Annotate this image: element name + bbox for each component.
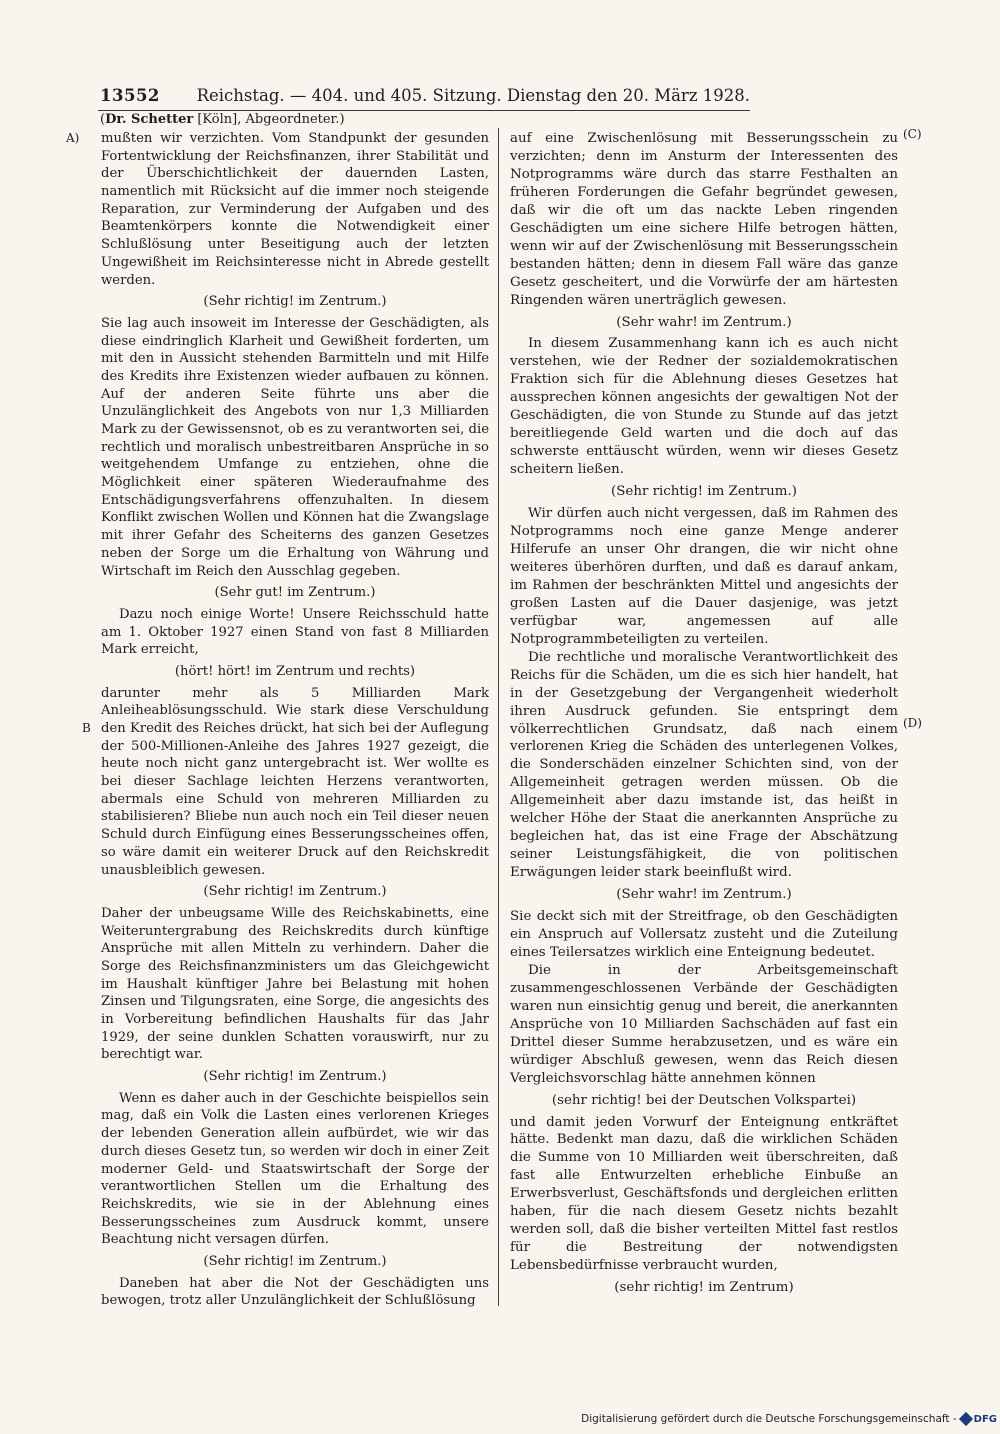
paragraph: Die rechtliche und moralische Verantwortlichkeit des Reichs für die Schäden, um die es sich hier handelt, hat in der Gesetzgebung der Vergangenheit wiederholt ihren Ausdruck gefunden. Sie entspringt dem völkerrechtlichen Grundsatz, daß nach einem verlorenen Krieg die Schäden des unterlegenen Volkes, die Sonderschäden einzelner Schichten sind, von der Allgemeinheit getragen werden müssen. Ob die Allgemeinheit aber dazu imstande ist, das heißt in welcher Höhe der Staat die anerkannten Ansprüche zu begleichen hat, das ist eine Frage der Abschätzung seiner Leistungsfähigkeit, die von politischen Erwägungen leider stark beeinflußt wird. — [510, 649, 898, 881]
interjection: (Sehr wahr! im Zentrum.) — [616, 314, 792, 330]
header-title: Reichstag. — 404. und 405. Sitzung. Dienstag den 20. März 1928. — [196, 86, 750, 105]
speaker-name: Dr. Schetter — [105, 112, 194, 127]
speaker-detail: [Köln], Abgeordneter.) — [197, 112, 345, 127]
margin-mark-c: (C) — [903, 127, 922, 141]
dfg-logo — [961, 1414, 997, 1425]
paragraph: auf eine Zwischenlösung mit Besserungsschein zu verzichten; denn im Ansturm der Interessenten des Notprogramms wäre durch das starre Festhalten an früheren Forderungen die Gefahr begründet gewesen, daß wir die oft um das nackte Leben ringenden Geschädigten um eine sichere Hilfe betrogen hätten, wenn wir auf der Zwischenlösung mit Besserungsschein bestanden hätten; denn in diesem Fall wäre das ganze Gesetz gescheitert, und die Vorwürfe der am härtesten Ringenden wären unerträglich gewesen. — [510, 131, 898, 308]
paragraph: und damit jeden Vorwurf der Enteignung entkräftet hätte. Bedenkt man dazu, daß die wirklichen Schäden die Summe von 10 Milliarden weit überschreiten, daß fast alle Entwurzelten erhebliche Einbuße an Erwerbsverlust, Geschäftsfonds und dergleichen erlitten haben, für die nach diesem Gesetz nichts bezahlt werden soll, daß die bisher verteilten Mittel fast restlos für die Bestreitung der notwendigsten Lebensbedürfnisse verbraucht wurden, — [510, 1114, 898, 1274]
interjection: (sehr richtig! im Zentrum) — [614, 1280, 794, 1296]
paragraph: Sie lag auch insoweit im Interesse der Geschädigten, als diese eindringlich Klarheit und Gewißheit forderten, um mit den in Aussicht stehenden Barmitteln und mit Hilfe des Kredits ihre Existenzen wieder aufbauen zu können. Auf der anderen Seite führte uns aber die Unzulänglichkeit des Angebots von nur 1,3 Milliarden Mark zu der Gewissensnot, ob es zu verantworten sei, die rechtlich und moralisch unbestreitbaren Ansprüche in so weitgehendem Umfange zu entziehen, ohne die Möglichkeit einer späteren Wiederaufnahme des Entschädigungsverfahrens offenzuhalten. In diesem Konflikt zwischen Wollen und Können hat die Zwangslage mit ihrer Gefahr des Scheiterns des ganzen Gesetzes neben der Sorge um die Erhaltung von Währung und Wirtschaft im Reich den Ausschlag gegeben. — [101, 315, 489, 579]
margin-mark-a: A) — [66, 131, 80, 145]
column-divider — [498, 128, 499, 1306]
paragraph: Sie deckt sich mit der Streitfrage, ob den Geschädigten ein Anspruch auf Vollersatz zusteht und die Zuteilung eines Teilersatzes wirklich eine Enteignung bedeutet. — [510, 909, 898, 960]
interjection: (hört! hört! im Zentrum und rechts) — [174, 663, 416, 679]
header-rule — [98, 110, 750, 111]
interjection: (Sehr richtig! im Zentrum.) — [203, 1069, 387, 1085]
interjection: (Sehr richtig! im Zentrum.) — [611, 484, 797, 500]
page-number: 13552 — [100, 86, 160, 105]
margin-mark-d: (D) — [903, 716, 922, 730]
right-column — [510, 130, 898, 1301]
footer-text: Digitalisierung gefördert durch die Deutsche Forschungsgemeinschaft - — [581, 1413, 957, 1425]
interjection: (Sehr gut! im Zentrum.) — [214, 585, 376, 601]
interjection: (Sehr richtig! im Zentrum.) — [203, 294, 387, 310]
paragraph: Daher der unbeugsame Wille des Reichskabinetts, eine Weiteruntergrabung des Reichskredits durch künftige Ansprüche mit allen Mitteln zu verhindern. Daher die Sorge des Reichsfinanzministers um das Gleichgewicht im Haushalt künftiger Jahre bei Belastung mit hohen Zinsen und Tilgungsraten, eine Sorge, die angesichts des in Vorbereitung befindlichen Haushalts für das Jahr 1929, der seine dunklen Schatten vorauswirft, nur zu berechtigt war. — [101, 905, 489, 1063]
interjection: (Sehr richtig! im Zentrum.) — [203, 884, 387, 900]
speaker-line: (Dr. Schetter [Köln], Abgeordneter.) — [100, 112, 345, 127]
interjection: (Sehr richtig! im Zentrum.) — [203, 1253, 387, 1269]
paragraph: Wenn es daher auch in der Geschichte beispiellos sein mag, daß ein Volk die Lasten eines verlorenen Krieges der lebenden Generation allein aufbürdet, wie wir das durch dieses Gesetz tun, so werden wir doch in einer Zeit moderner Geld- und Staatswirtschaft der Sorge der verantwortlichen Stellen um die Erhaltung des Reichskredits, wie sie in der Ablehnung eines Besserungsscheines zum Ausdruck kommt, unsere Beachtung nicht versagen dürfen. — [101, 1090, 489, 1248]
paragraph: Wir dürfen auch nicht vergessen, daß im Rahmen des Notprogramms noch eine ganze Menge anderer Hilferufe an unser Ohr drangen, die wir nicht ohne weiteres überhören durften, und daß es darauf ankam, im Rahmen der beschränkten Mittel und angesichts der großen Lasten auf die Dauer dasjenige, was jetzt verfügbar war, angemessen auf alle Notprogrammbeteiligten zu verteilen. — [510, 506, 898, 647]
paragraph: In diesem Zusammenhang kann ich es auch nicht verstehen, wie der Redner der sozialdemokratischen Fraktion sich für die Ablehnung dieses Gesetzes hat aussprechen können angesichts der gewaltigen Not der Geschädigten, die von Stunde zu Stunde auf das jetzt bereitliegende Geld warten und die doch auf das schwerste enttäuscht würden, wenn wir dieses Gesetz scheitern ließen. — [510, 336, 898, 478]
paragraph: Daneben hat aber die Not der Geschädigten uns bewogen, trotz aller Unzulänglichkeit der Schlußlösung — [101, 1275, 489, 1309]
page-footer — [581, 1413, 997, 1425]
interjection: (Sehr wahr! im Zentrum.) — [616, 887, 792, 903]
paragraph: Die in der Arbeitsgemeinschaft zusammengeschlossenen Verbände der Geschädigten waren nun einsichtig genug und bereit, die anerkannten Ansprüche von 10 Milliarden Sachschäden auf fast ein Drittel dieser Summe herabzusetzen, und es wäre ein würdiger Abschluß gewesen, wenn das Reich diesen Vergleichsvorschlag hätte annehmen können — [510, 962, 898, 1086]
paragraph: darunter mehr als 5 Milliarden Mark Anleiheablösungsschuld. Wie stark diese Verschuldung den Kredit des Reiches drückt, hat sich bei der Auflegung der 500-Millionen-Anleihe des Jahres 1927 gezeigt, die heute noch nicht ganz untergebracht ist. Wer wollte es bei dieser Sachlage leichten Herzens verantworten, abermals eine Schuld von mehreren Milliarden zu stabilisieren? Bliebe nun auch noch ein Teil dieser neuen Schuld durch Einfügung eines Besserungsscheines offen, so wäre damit ein weiterer Druck auf den Reichskredit unausbleiblich gewesen. — [101, 685, 489, 878]
dfg-logo-icon — [959, 1412, 973, 1426]
dfg-logo-label: DFG — [973, 1413, 997, 1425]
page-header — [100, 86, 750, 110]
interjection: (sehr richtig! bei der Deutschen Volkspartei) — [551, 1092, 857, 1108]
paragraph: mußten wir verzichten. Vom Standpunkt der gesunden Fortentwicklung der Reichsfinanzen, ihrer Stabilität und der Überschichtlichkeit der dauernden Lasten, namentlich mit Rücksicht auf die immer noch steigende Reparation, zur Verminderung der Aufgaben und des Beamtenkörpers konnte die Notwendigkeit einer Schlußlösung unter Beseitigung auch der letzten Ungewißheit im Reichsinteresse nicht in Abrede gestellt werden. — [101, 131, 489, 288]
paragraph: Dazu noch einige Worte! Unsere Reichsschuld hatte am 1. Oktober 1927 einen Stand von fast 8 Milliarden Mark erreicht, — [101, 606, 489, 658]
margin-mark-b: B — [82, 721, 91, 735]
left-column — [101, 130, 489, 1310]
